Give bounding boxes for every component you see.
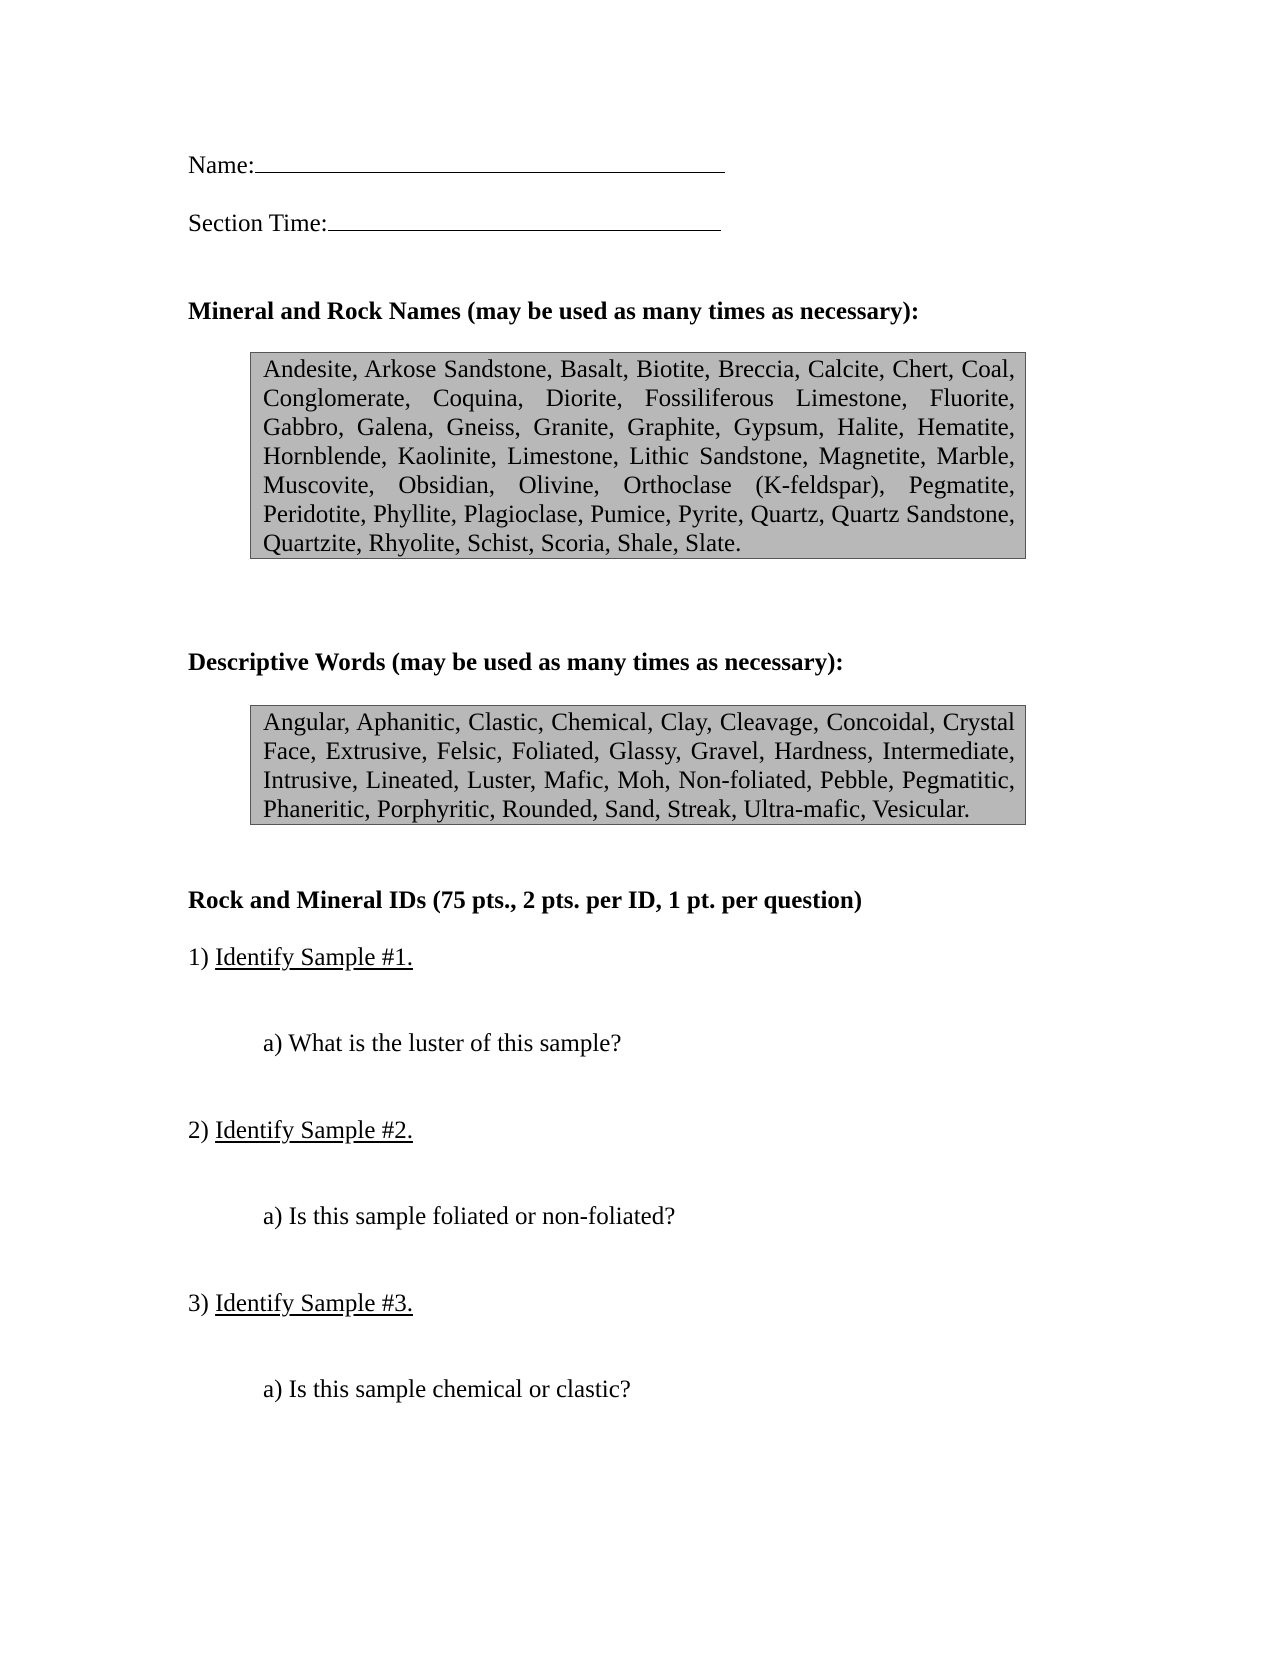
section-time-blank-line[interactable] [328,208,721,231]
section-time-label: Section Time: [188,210,328,237]
descriptive-words-heading: Descriptive Words (may be used as many times as necessary): [188,649,844,676]
question-1-text: Identify Sample #1. [215,944,413,971]
section-time-field-row [188,208,721,239]
mineral-rock-names-list: Andesite, Arkose Sandstone, Basalt, Biotite, Breccia, Calcite, Chert, Coal, Conglomerate, Coquina, Diorite, Fossiliferous Limestone, Fluorite, Gabbro, Galena, Gneiss, Granite, Graphite, Gypsum, Halite, Hematite, Hornblende, Kaolinite, Limestone, Lithic Sandstone, Magnetite, Marble, Muscovite, Obsidian, Olivine, Orthoclase (K-feldspar), Pegmatite, Peridotite, Phyllite, Plagioclase, Pumice, Pyrite, Quartz, Quartz Sandstone, Quartzite, Rhyolite, Schist, Scoria, Shale, Slate. [263,356,1015,557]
question-2-number: 2) [188,1117,216,1144]
name-field-row [188,150,725,181]
question-2a: a) Is this sample foliated or non-foliated? [263,1203,676,1230]
question-1a: a) What is the luster of this sample? [263,1030,622,1057]
question-1 [188,943,413,973]
question-2-text: Identify Sample #2. [215,1117,413,1144]
mineral-rock-names-heading: Mineral and Rock Names (may be used as many times as necessary): [188,298,920,325]
question-3a: a) Is this sample chemical or clastic? [263,1376,631,1403]
name-blank-line[interactable] [255,150,725,173]
rock-mineral-ids-heading: Rock and Mineral IDs (75 pts., 2 pts. per ID, 1 pt. per question) [188,887,863,914]
question-3 [188,1289,413,1319]
question-1-number: 1) [188,944,216,971]
mineral-rock-names-box [250,352,1026,559]
question-2 [188,1116,413,1146]
question-3-text: Identify Sample #3. [215,1290,413,1317]
name-label: Name: [188,152,255,179]
descriptive-words-box [250,705,1026,825]
question-3-number: 3) [188,1290,216,1317]
descriptive-words-list: Angular, Aphanitic, Clastic, Chemical, Clay, Cleavage, Concoidal, Crystal Face, Extrusive, Felsic, Foliated, Glassy, Gravel, Hardness, Intermediate, Intrusive, Lineated, Luster, Mafic, Moh, Non-foliated, Pebble, Pegmatitic, Phaneritic, Porphyritic, Rounded, Sand, Streak, Ultra-mafic, Vesicular. [263,709,1015,823]
